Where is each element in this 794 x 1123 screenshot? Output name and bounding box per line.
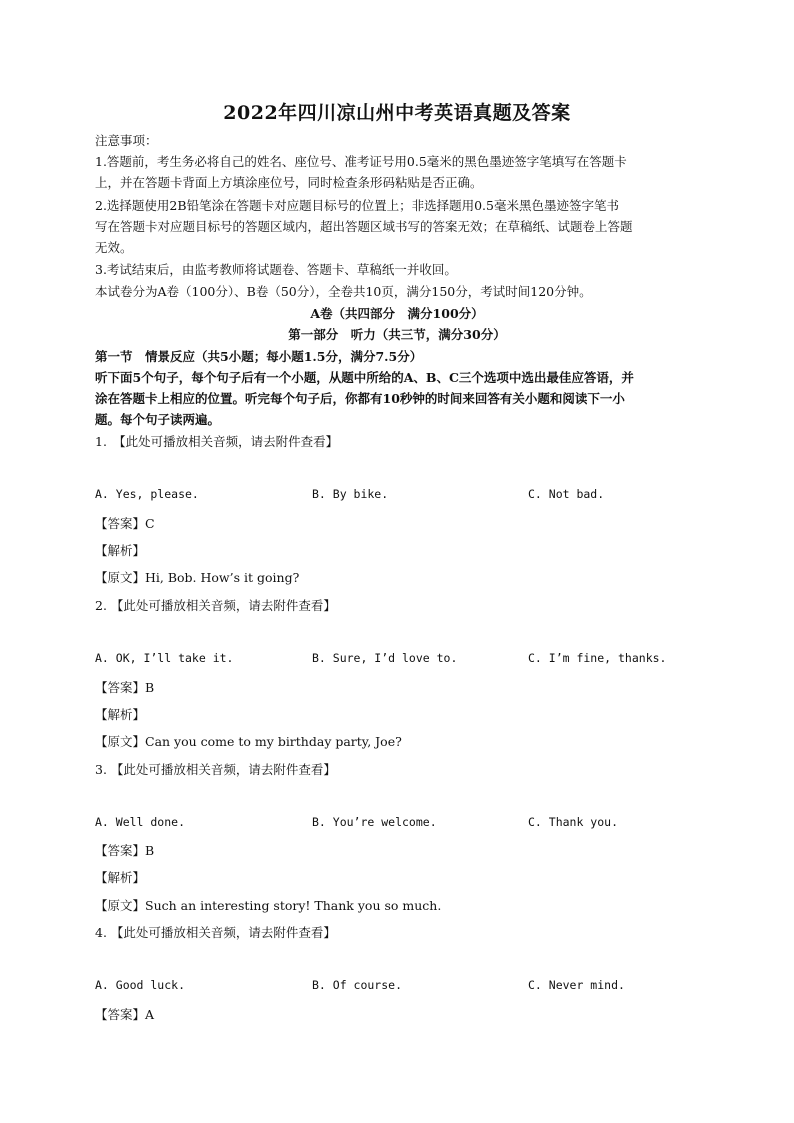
analysis-line: 【解析】 — [95, 870, 146, 885]
notice-line: 无效。 — [95, 240, 133, 255]
answer-line: 【答案】A — [95, 1007, 155, 1022]
instruction-line: 听下面5个句子，每个句子后有一个小题，从题中所给的A、B、C三个选项中选出最佳应答语，并 — [95, 370, 634, 385]
answer-line: 【答案】B — [95, 680, 155, 695]
part-one-heading: 第一部分 听力（共三节，满分30分） — [288, 327, 506, 342]
notice-line: 写在答题卡对应题目标号的答题区域内，超出答题区域书写的答案无效；在草稿纸、试题卷上答题 — [95, 219, 633, 234]
page-title: 2022年四川凉山州中考英语真题及答案 — [223, 102, 571, 124]
option-c: C. I’m fine, thanks. — [528, 651, 667, 665]
option-c: C. Thank you. — [528, 815, 619, 829]
option-a: A. Yes, please. — [95, 487, 199, 501]
option-c: C. Not bad. — [528, 487, 605, 501]
answer-line: 【答案】B — [95, 843, 155, 858]
subsection-heading: 第一节 情景反应（共5小题；每小题1.5分，满分7.5分） — [95, 349, 423, 364]
original-text-line: 【原文】Can you come to my birthday party, Joe? — [95, 734, 402, 749]
question-stem: 2. 【此处可播放相关音频，请去附件查看】 — [95, 598, 336, 613]
question-stem: 4. 【此处可播放相关音频，请去附件查看】 — [95, 925, 336, 940]
instruction-line: 题。每个句子读两遍。 — [95, 412, 221, 427]
section-a-heading: A卷（共四部分 满分100分） — [310, 306, 484, 321]
answer-line: 【答案】C — [95, 516, 155, 531]
original-text-line: 【原文】Such an interesting story! Thank you so much. — [95, 898, 442, 913]
notice-line: 1.答题前，考生务必将自己的姓名、座位号、准考证号用0.5毫米的黑色墨迹签字笔填写在答题卡 — [95, 154, 627, 169]
option-a: A. Well done. — [95, 815, 186, 829]
option-b: B. Sure, I’d love to. — [312, 651, 458, 665]
option-b: B. By bike. — [312, 487, 389, 501]
original-text-line: 【原文】Hi, Bob. How’s it going? — [95, 570, 300, 585]
option-b: B. Of course. — [312, 978, 403, 992]
option-b: B. You’re welcome. — [312, 815, 437, 829]
option-c: C. Never mind. — [528, 978, 625, 992]
option-a: A. Good luck. — [95, 978, 186, 992]
notice-line: 3.考试结束后，由监考教师将试题卷、答题卡、草稿纸一并收回。 — [95, 262, 457, 277]
analysis-line: 【解析】 — [95, 707, 146, 722]
instruction-line: 涂在答题卡上相应的位置。听完每个句子后，你都有10秒钟的时间来回答有关小题和阅读下一小 — [95, 391, 625, 406]
notice-line: 2.选择题使用2B铅笔涂在答题卡对应题目标号的位置上；非选择题用0.5毫米黑色墨迹签字笔书 — [95, 198, 619, 213]
analysis-line: 【解析】 — [95, 543, 146, 558]
question-stem: 3. 【此处可播放相关音频，请去附件查看】 — [95, 762, 336, 777]
notice-line: 上，并在答题卡背面上方填涂座位号，同时检查条形码粘贴是否正确。 — [95, 175, 483, 190]
notice-line: 本试卷分为A卷（100分）、B卷（50分），全卷共10页，满分150分，考试时间120分钟。 — [95, 284, 592, 299]
notice-heading: 注意事项： — [95, 133, 158, 148]
option-a: A. OK, I’ll take it. — [95, 651, 234, 665]
question-stem: 1. 【此处可播放相关音频，请去附件查看】 — [95, 434, 339, 449]
